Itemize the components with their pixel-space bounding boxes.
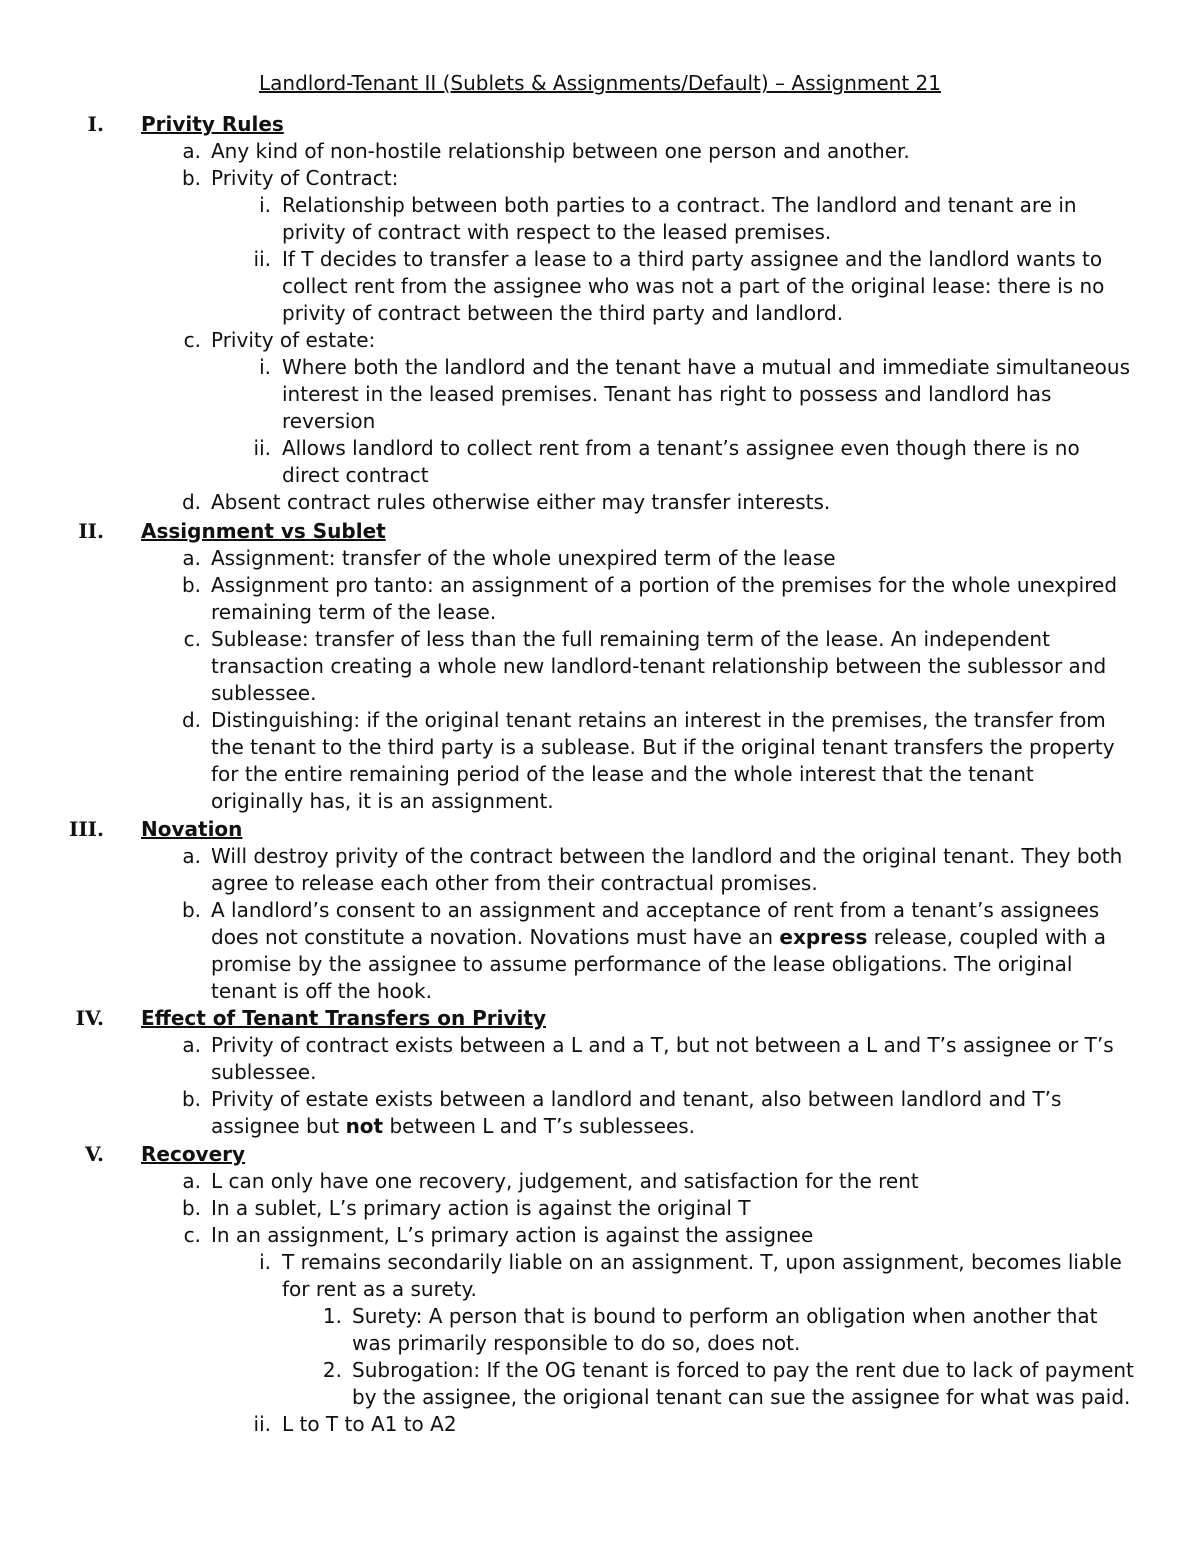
- list-item-text: Privity of estate:: [211, 328, 376, 352]
- list-item-text: between L and T’s sublessees.: [383, 1114, 696, 1138]
- list-item: [0, 1411, 1132, 1438]
- section-heading: Effect of Tenant Transfers on Privity: [141, 1006, 547, 1030]
- section-numeral: III.: [68, 817, 104, 841]
- list-marker: i.: [259, 1250, 271, 1274]
- section-heading: Privity Rules: [141, 112, 284, 136]
- list-marker: ii.: [253, 1412, 271, 1436]
- list-item: [0, 327, 1131, 354]
- list-marker: c.: [183, 627, 201, 651]
- section-privity-rules: [0, 111, 1200, 516]
- list-item: [0, 843, 1131, 897]
- list-marker: d.: [181, 490, 201, 514]
- list-item-text: L to T to A1 to A2: [282, 1412, 457, 1436]
- list-item-text: release, coupled with a promise by the assignee to assume performance of the lease obligations. The original tenant is off the hook.: [211, 925, 1106, 1003]
- list-item: [0, 707, 1131, 815]
- list-marker: 1.: [322, 1304, 342, 1328]
- list-marker: b.: [181, 1196, 201, 1220]
- list-marker: d.: [181, 708, 201, 732]
- section-numeral: II.: [78, 519, 104, 543]
- section-heading: Assignment vs Sublet: [141, 519, 386, 543]
- list-item-text: Sublease: transfer of less than the full remaining term of the lease. An independent transaction creating a whole new landlord-tenant relationship between the sublessor and sublessee.: [211, 627, 1107, 705]
- list-item: [0, 897, 1131, 1005]
- list-item: [0, 1303, 1137, 1357]
- list-marker: a.: [182, 1169, 201, 1193]
- list-item: [0, 1168, 1131, 1195]
- list-item: [0, 1357, 1137, 1411]
- emphasis-text: express: [779, 925, 868, 949]
- document-title: Landlord-Tenant II (Sublets & Assignments/Default) – Assignment 21: [259, 71, 941, 95]
- section-numeral: V.: [85, 1142, 104, 1166]
- list-marker: a.: [182, 1033, 201, 1057]
- list-item: [0, 165, 1131, 192]
- list-marker: 2.: [322, 1358, 342, 1382]
- list-marker: b.: [181, 166, 201, 190]
- list-item-text: Any kind of non-hostile relationship between one person and another.: [211, 139, 910, 163]
- section-recovery: [0, 1141, 1200, 1438]
- list-item: [0, 246, 1132, 327]
- list-item-text: Will destroy privity of the contract between the landlord and the original tenant. They both agree to release each other from their contractual promises.: [211, 844, 1123, 895]
- list-item-text: Privity of Contract:: [211, 166, 399, 190]
- section-novation: [0, 816, 1200, 1005]
- list-item: [0, 1086, 1131, 1140]
- list-marker: c.: [183, 1223, 201, 1247]
- list-item-text: Surety: A person that is bound to perform an obligation when another that was primarily responsible to do so, does not.: [352, 1304, 1098, 1355]
- section-numeral: IV.: [75, 1006, 104, 1030]
- list-marker: i.: [259, 355, 271, 379]
- list-marker: a.: [182, 139, 201, 163]
- emphasis-text: not: [345, 1114, 384, 1138]
- section-heading: Novation: [141, 817, 243, 841]
- list-item-text: Privity of estate exists between a landlord and tenant, also between landlord and T’s assignee but: [211, 1087, 1062, 1138]
- list-item: [0, 435, 1132, 489]
- list-item-text: Where both the landlord and the tenant have a mutual and immediate simultaneous interest in the leased premises. Tenant has right to possess and landlord has reversion: [282, 355, 1131, 433]
- section-numeral: I.: [87, 112, 104, 136]
- list-marker: ii.: [253, 436, 271, 460]
- section-effect-of-tenant-transfers: [0, 1005, 1200, 1140]
- list-item-text: Distinguishing: if the original tenant retains an interest in the premises, the transfer from the tenant to the third party is a sublease. But if the original tenant transfers the property for the entire remaining period of the lease and the whole interest that the tenant originally has, it is an assignment.: [211, 708, 1115, 813]
- list-item-text: Allows landlord to collect rent from a tenant’s assignee even though there is no direct contract: [282, 436, 1080, 487]
- list-item-text: In an assignment, L’s primary action is against the assignee: [211, 1223, 814, 1247]
- list-item-text: A landlord’s consent to an assignment and acceptance of rent from a tenant’s assignees does not constitute a novation. Novations must have an: [211, 898, 1100, 949]
- list-marker: a.: [182, 844, 201, 868]
- list-item: [0, 354, 1132, 435]
- list-item: [0, 1222, 1131, 1249]
- list-item: [0, 1249, 1132, 1303]
- list-marker: b.: [181, 1087, 201, 1111]
- list-marker: b.: [181, 898, 201, 922]
- list-item-text: Relationship between both parties to a contract. The landlord and tenant are in privity of contract with respect to the leased premises.: [282, 193, 1077, 244]
- list-item-text: Subrogation: If the OG tenant is forced to pay the rent due to lack of payment by the assignee, the origional tenant can sue the assignee for what was paid.: [352, 1358, 1134, 1409]
- list-item: [0, 138, 1131, 165]
- list-marker: a.: [182, 546, 201, 570]
- list-item: [0, 489, 1131, 516]
- list-item-text: In a sublet, L’s primary action is against the original T: [211, 1196, 751, 1220]
- list-marker: ii.: [253, 247, 271, 271]
- list-marker: c.: [183, 328, 201, 352]
- list-item: [0, 1195, 1131, 1222]
- list-item-text: L can only have one recovery, judgement, and satisfaction for the rent: [211, 1169, 919, 1193]
- list-item: [0, 1032, 1131, 1086]
- section-assignment-vs-sublet: [0, 518, 1200, 815]
- list-item: [0, 192, 1132, 246]
- list-item-text: Assignment pro tanto: an assignment of a portion of the premises for the whole unexpired remaining term of the lease.: [211, 573, 1118, 624]
- list-item-text: T remains secondarily liable on an assignment. T, upon assignment, becomes liable for rent as a surety.: [282, 1250, 1122, 1301]
- list-item: [0, 545, 1131, 572]
- list-item-text: Privity of contract exists between a L and a T, but not between a L and T’s assignee or T’s sublessee.: [211, 1033, 1114, 1084]
- section-heading: Recovery: [141, 1142, 246, 1166]
- list-marker: b.: [181, 573, 201, 597]
- list-item-text: Absent contract rules otherwise either may transfer interests.: [211, 490, 831, 514]
- list-item-text: If T decides to transfer a lease to a third party assignee and the landlord wants to collect rent from the assignee who was not a part of the original lease: there is no privity of contract between the third party and landlord.: [282, 247, 1105, 325]
- list-marker: i.: [259, 193, 271, 217]
- list-item-text: Assignment: transfer of the whole unexpired term of the lease: [211, 546, 836, 570]
- list-item: [0, 626, 1131, 707]
- list-item: [0, 572, 1131, 626]
